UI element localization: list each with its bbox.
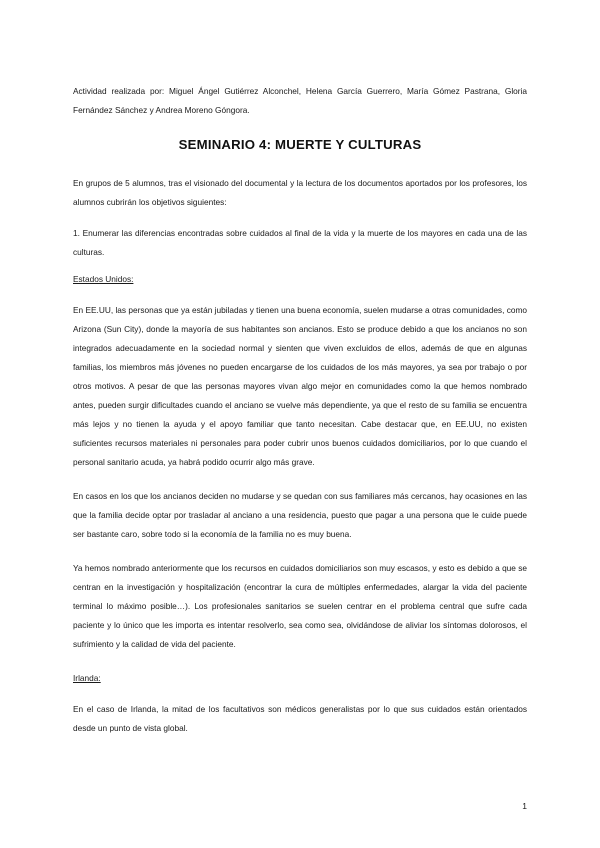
paragraph-eeuu-2: En casos en los que los ancianos deciden no mudarse y se quedan con sus familiares más cercanos, hay ocasiones en las que la familia decide optar por trasladar al anciano a una residencia, puesto que pagar a una persona que le cuide puede ser bastante caro, sobre todo si la economía de la familia no es muy buena.: [73, 491, 527, 539]
page-number: 1: [522, 801, 527, 811]
section-heading-estados-unidos: Estados Unidos:: [73, 274, 134, 284]
objective-paragraph: 1. Enumerar las diferencias encontradas sobre cuidados al final de la vida y la muerte de los mayores en cada una de las culturas.: [73, 228, 527, 257]
authors-line: Actividad realizada por: Miguel Ángel Gutiérrez Alconchel, Helena García Guerrero, María Gómez Pastrana, Gloria Fernández Sánchez y Andrea Moreno Góngora.: [73, 86, 527, 115]
page-title: SEMINARIO 4: MUERTE Y CULTURAS: [178, 137, 422, 152]
section-heading-irlanda: Irlanda:: [73, 673, 101, 683]
paragraph-eeuu-3: Ya hemos nombrado anteriormente que los recursos en cuidados domiciliarios son muy escasos, y esto es debido a que se centran en la investigación y hospitalización (encontrar la cura de múltiples enfermedades, alargar la vida del paciente terminal lo máximo posible…). Los profesionales sanitarios se suelen centrar en el problema central que sufre cada paciente y lo único que les importa es intentar resolverlo, sea como sea, olvidándose de aliviar los síntomas dolorosos, el sufrimiento y la calidad de vida del paciente.: [73, 563, 527, 649]
paragraph-eeuu-1: En EE.UU, las personas que ya están jubiladas y tienen una buena economía, suelen mudarse a otras comunidades, como Arizona (Sun City), donde la mayoría de sus habitantes son ancianos. Esto se produce debido a que los ancianos no son integrados adecuadamente en la sociedad normal y sienten que viven excluidos de ellos, además de que en algunas familias, los miembros más jóvenes no pueden encargarse de los cuidados de los más mayores, ya sea por trabajo o por otros motivos. A pesar de que las personas mayores vivan algo mejor en comunidades como la que hemos nombrado antes, pueden surgir dificultades cuando el anciano se vuelve más dependiente, ya que el resto de su familia se encuentra más lejos y no tienen la ayuda y el apoyo familiar que tanto necesitan. Cabe destacar que, en EE.UU, no existen suficientes recursos materiales ni personales para poder cubrir unos buenos cuidados domiciliarios, por lo que cuando el personal sanitario acuda, ya habrá podido ocurrir algo más grave.: [73, 305, 527, 467]
paragraph-irlanda-1: En el caso de Irlanda, la mitad de los facultativos son médicos generalistas por lo que sus cuidados están orientados desde un punto de vista global.: [73, 704, 527, 733]
intro-paragraph: En grupos de 5 alumnos, tras el visionado del documental y la lectura de los documentos aportados por los profesores, los alumnos cubrirán los objetivos siguientes:: [73, 178, 527, 207]
document-body: [73, 82, 527, 753]
